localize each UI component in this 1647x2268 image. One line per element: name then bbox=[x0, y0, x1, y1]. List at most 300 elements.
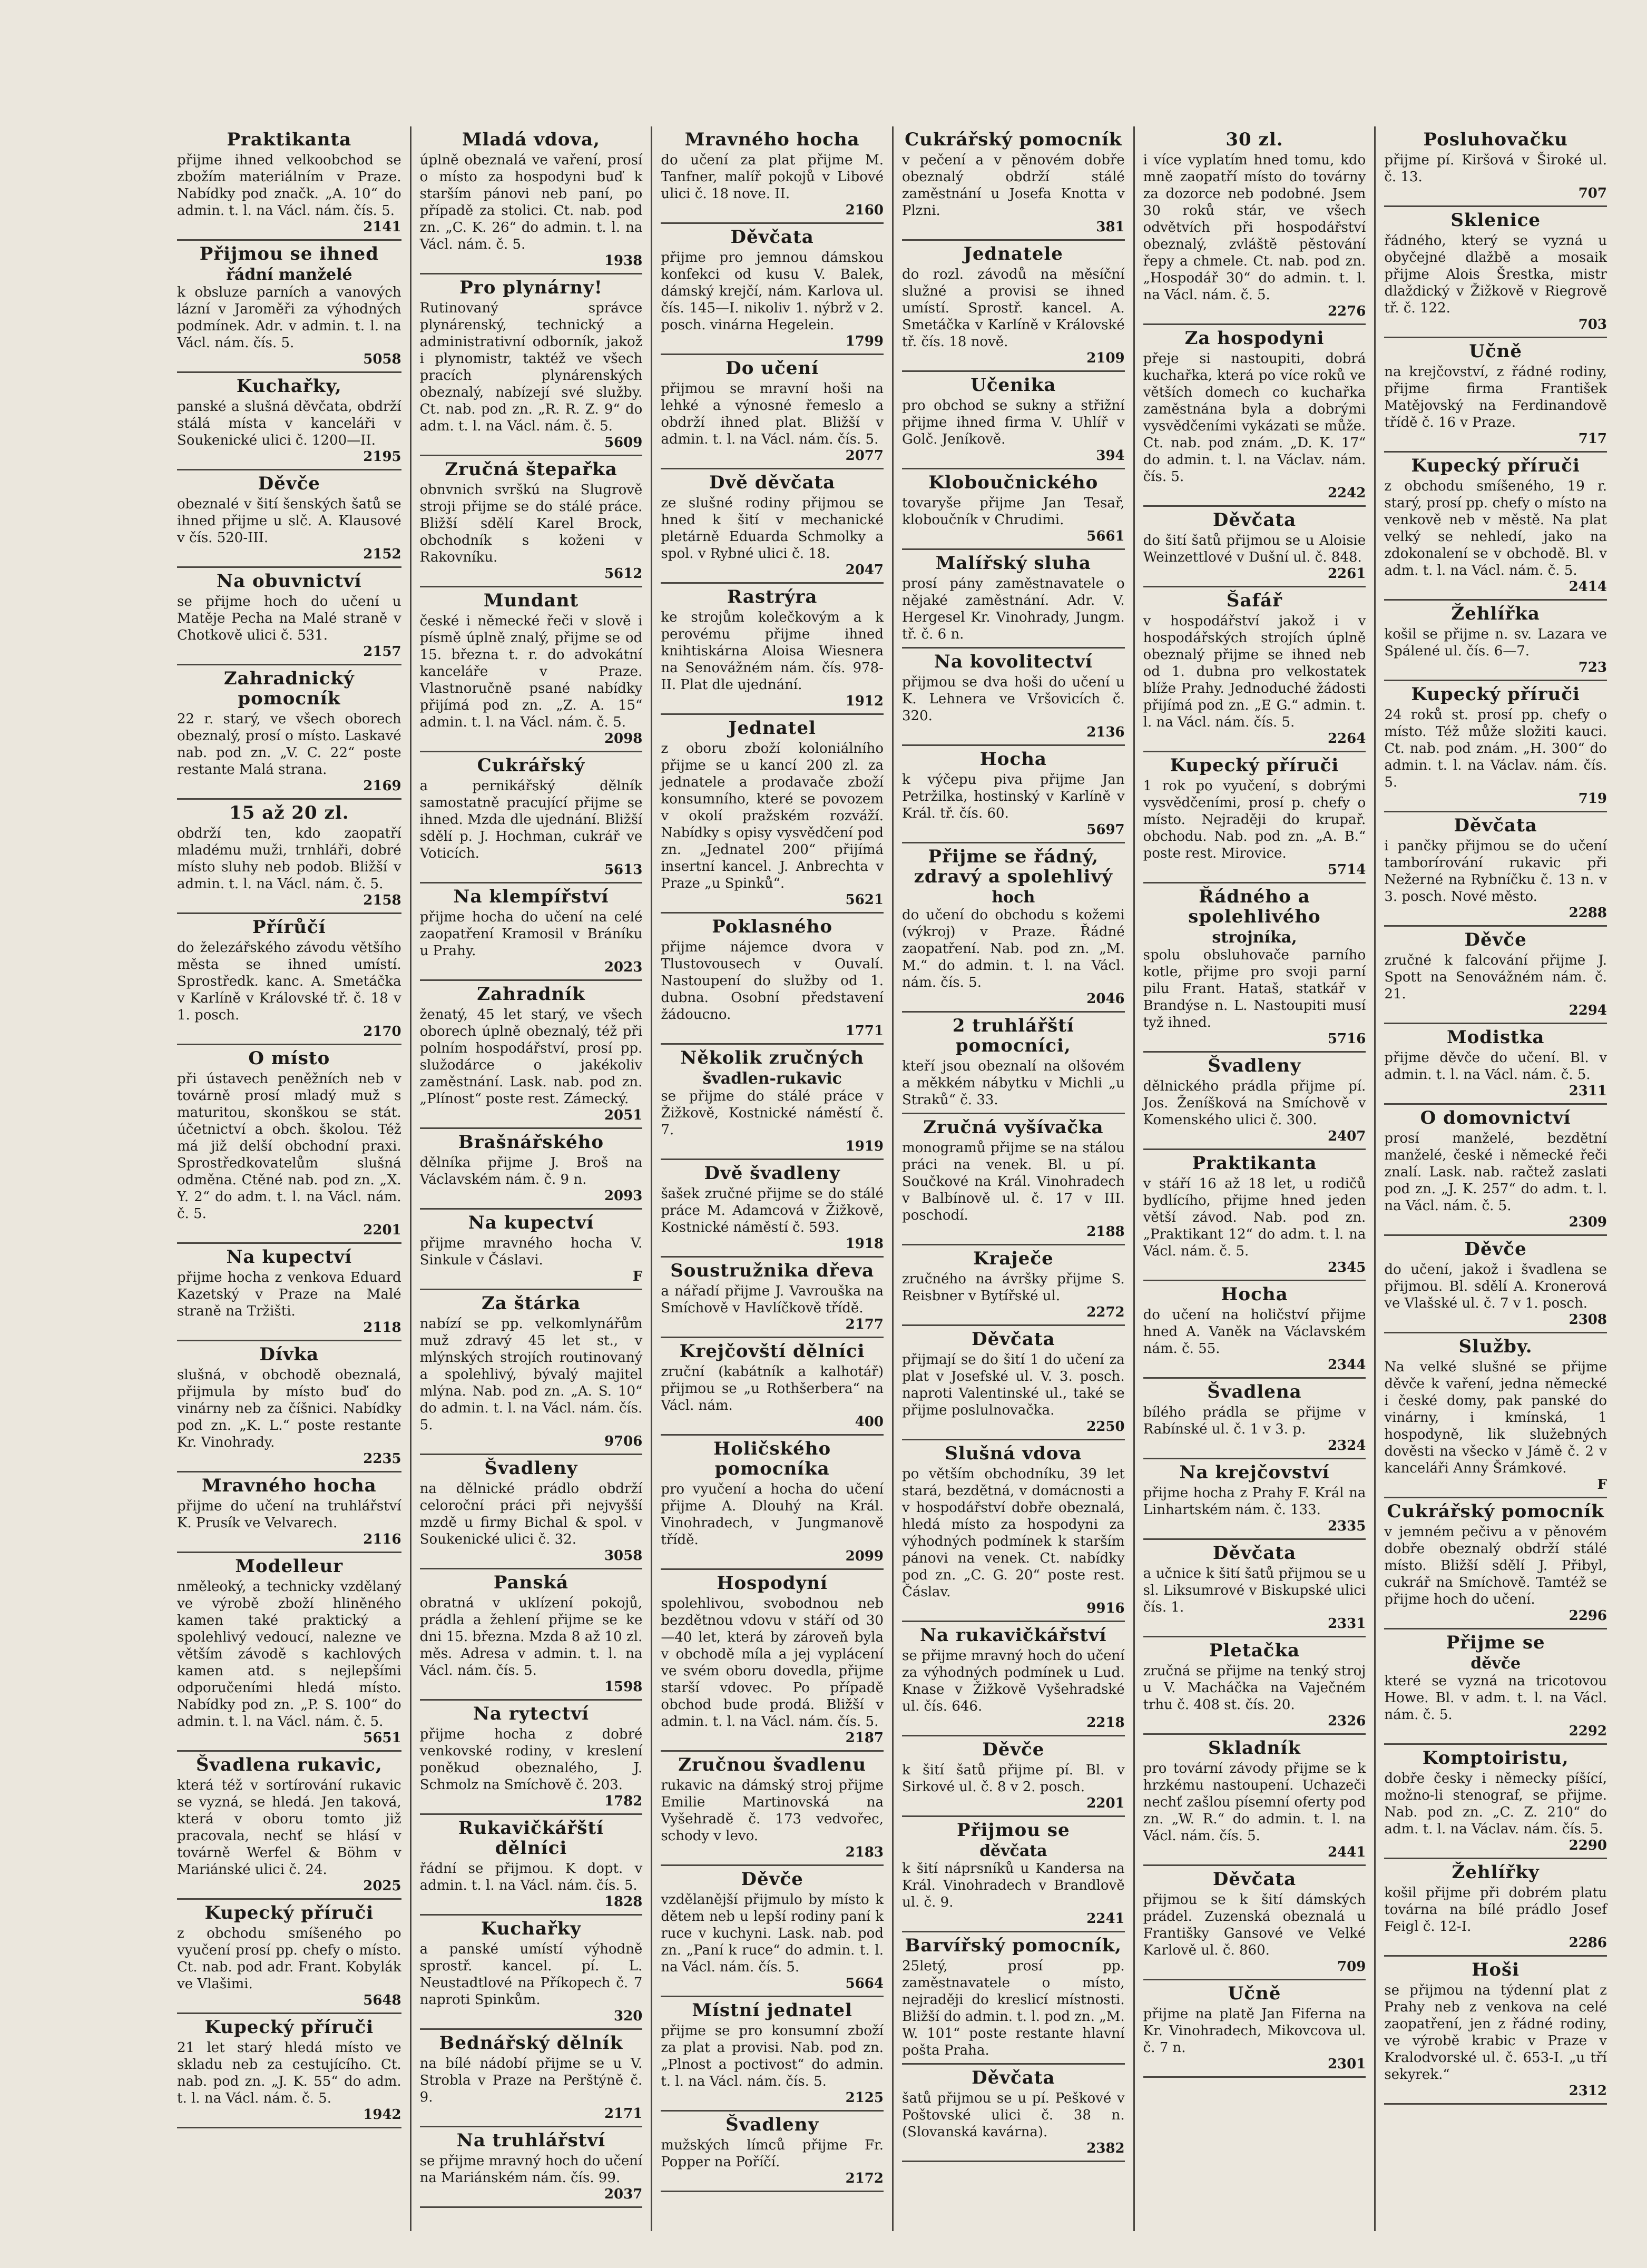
ad-reference-number: 320 bbox=[614, 2008, 643, 2024]
classified-ad bbox=[661, 1866, 884, 1997]
ad-headline: Na truhlářství bbox=[456, 2130, 606, 2151]
ad-body-text: do rozl. závodů na měsíční služné a provisi se ihned umístí. Sprostř. kancel. A. Smetáčka v Karlíně v Královské tř. čís. 18 nově. bbox=[901, 267, 1125, 350]
classified-ad bbox=[1384, 1957, 1607, 2105]
ad-reference-number: 5716 bbox=[1327, 1031, 1366, 1047]
ad-headline: Na obuvnictví bbox=[217, 571, 362, 592]
ad-body-text: do učení, jakož i švadlena se přijmou. Bl. sdělí A. Kronerová ve Vlašské ul. č. 7 v 1. posch. bbox=[1384, 1262, 1607, 1311]
ad-reference-number: 2242 bbox=[1327, 485, 1366, 501]
ad-body-text: ženatý, 45 let starý, ve všech oborech úplně obeznalý, též při polním hospodářství, prosí pp. služodárce o jakékoliv zaměstnání. Lask. nab. pod zn. „Plínost“ poste rest. Zámecký. bbox=[419, 1007, 643, 1107]
ad-headline: Na rukavičkářství bbox=[920, 1625, 1107, 1646]
ad-body-text: 25letý, prosí pp. zaměstnavatele o místo, nejraději do kreslicí místnosti. Bližší do admin. t. l. pod zn. „M. W. 101“ poste restante hlavní pošta Praha. bbox=[901, 1958, 1125, 2058]
classified-ad bbox=[420, 1290, 643, 1455]
classified-ad bbox=[420, 1129, 643, 1210]
classified-ad bbox=[661, 1160, 884, 1258]
ad-subheadline: švadlen-rukavic bbox=[702, 1069, 842, 1088]
ad-body-text: obnvnich svrškú na Slugrově stroji přijme se do stálé práce. Bližší sdělí Karel Brock, obchodník s koženi v Rakovníku. bbox=[419, 482, 643, 565]
ad-headline: Kraječe bbox=[973, 1248, 1054, 1269]
classified-ad bbox=[902, 1440, 1125, 1622]
ad-body-text: pro tovární závody přijme se k hrzkému nastoupení. Uchazeči nechť zašlou písemní oferty pod zn. „W. R.“ do admin. t. l. na Václ. nám. čís. 5. bbox=[1143, 1761, 1366, 1844]
classified-ad bbox=[661, 1045, 884, 1160]
classified-ad bbox=[1384, 812, 1607, 927]
ad-reference-number: 2141 bbox=[363, 219, 401, 235]
ad-headline: Švadleny bbox=[484, 1458, 578, 1479]
ad-body-text: pro obchod se sukny a střižní přijme ihned firma V. Uhlíř v Golč. Jeníkově. bbox=[901, 398, 1125, 447]
ad-body-text: se přijmou na týdenní plat z Prahy neb z venkova na celé zaopatření, jen z řádné rodiny, ve výrobě krabic v Praze v Kralodvorské ul. č. 653-I. „u tří sekyrek.“ bbox=[1384, 1982, 1607, 2083]
ad-headline: Dvě děvčata bbox=[709, 472, 836, 493]
classified-ad bbox=[177, 470, 401, 568]
ad-headline: Dívka bbox=[259, 1344, 319, 1365]
ad-column-1 bbox=[169, 126, 410, 2231]
ad-headline: Rukavičkářští dělníci bbox=[458, 1818, 604, 1859]
ad-body-text: prosí pány zaměstnavatele o nějaké zaměstnání. Adr. V. Hergesel Kr. Vinohrady, Jungm. tř. č. 6 n. bbox=[901, 576, 1125, 642]
ad-headline: Pro plynárny! bbox=[459, 277, 603, 298]
ad-reference-number: 2098 bbox=[604, 731, 643, 747]
ad-headline: Do učení bbox=[726, 358, 819, 379]
ad-reference-number: 2047 bbox=[845, 562, 884, 578]
ad-reference-number: 2183 bbox=[845, 1844, 884, 1860]
ad-reference-number: 9706 bbox=[604, 1434, 643, 1449]
ad-headline: Děvče bbox=[982, 1739, 1045, 1760]
classified-ad bbox=[1143, 126, 1366, 325]
classified-ad bbox=[661, 1338, 884, 1436]
ad-reference-number: 1782 bbox=[604, 1793, 643, 1809]
ad-body-text: a panské umístí výhodně sprostř. kancel. pí. L. Neustadtlové na Příkopech č. 7 naproti Spinkům. bbox=[419, 1941, 643, 2008]
ad-reference-number: 2201 bbox=[1086, 1795, 1125, 1811]
ad-column-3 bbox=[651, 126, 892, 2231]
ad-headline: Hocha bbox=[979, 749, 1047, 770]
ad-headline: Několik zručných bbox=[680, 1047, 865, 1068]
classified-ad bbox=[1384, 927, 1607, 1024]
ad-reference-number: 2158 bbox=[363, 892, 401, 908]
ad-reference-number: 2099 bbox=[845, 1548, 884, 1564]
classified-ad bbox=[1384, 126, 1607, 207]
ad-headline: Brašnářského bbox=[458, 1132, 604, 1153]
ad-headline: Přijme se bbox=[1446, 1632, 1545, 1653]
ad-headline: O místo bbox=[248, 1048, 330, 1069]
ad-headline: Děvčata bbox=[730, 227, 814, 248]
classified-ad bbox=[177, 2014, 401, 2128]
ad-headline: Kloboučnického bbox=[928, 472, 1099, 493]
ad-reference-number: 1912 bbox=[845, 693, 884, 709]
classified-ad bbox=[1384, 1859, 1607, 1957]
classified-ad bbox=[902, 1817, 1125, 1932]
ad-body-text: obratná v uklízení pokojů, prádla a žehlení přijme se ke dni 15. března. Mzda 8 až 10 zl. měs. Adresa v admin. t. l. na Václ. nám. čís. 5. bbox=[419, 1595, 643, 1678]
classified-ad bbox=[1143, 587, 1366, 752]
ad-reference-number: 2195 bbox=[363, 449, 401, 465]
ad-reference-number: 2309 bbox=[1568, 1214, 1607, 1230]
ad-body-text: 21 let starý hledá místo ve skladu neb za cestujícího. Ct. nab. pod zn. „J. K. 55“ do adm. t. l. na Václ. nám. č. 5. bbox=[177, 2040, 401, 2106]
ad-reference-number: 1919 bbox=[845, 1138, 884, 1154]
classified-ad bbox=[1143, 507, 1366, 587]
classified-ad bbox=[1143, 883, 1366, 1053]
classified-ad bbox=[902, 469, 1125, 550]
classified-ad bbox=[420, 1815, 643, 1916]
ad-reference-number: 2152 bbox=[363, 546, 401, 562]
ad-headline: Děvčata bbox=[1212, 1543, 1297, 1564]
classified-ad bbox=[902, 1326, 1125, 1440]
ad-headline: Děvčata bbox=[1454, 815, 1537, 836]
classified-ad bbox=[661, 584, 884, 715]
ad-headline: Modelleur bbox=[235, 1556, 344, 1577]
classified-ad bbox=[661, 1997, 884, 2112]
classified-ad bbox=[902, 1245, 1125, 1326]
ad-body-text: přijme se pro konsumní zboží za plat a provisi. Nab. pod zn. „Plnost a poctivost“ do admin. t. l. na Václ. nám. čís. 5. bbox=[661, 2023, 884, 2089]
classified-ad bbox=[1143, 1281, 1366, 1379]
ad-reference-number: 2407 bbox=[1327, 1128, 1366, 1144]
ad-body-text: bílého prádla se přijme v Rabínské ul. č. 1 v 3. p. bbox=[1143, 1405, 1366, 1437]
ad-body-text: panské a slušná děvčata, obdrží stálá místa v kanceláři v Soukenické ulici č. 1200—II. bbox=[177, 399, 401, 448]
ad-reference-number: 2414 bbox=[1568, 579, 1607, 595]
ad-reference-number: 1771 bbox=[845, 1023, 884, 1039]
classified-ad bbox=[420, 1455, 643, 1569]
ad-reference-number: 2037 bbox=[604, 2186, 643, 2202]
ad-body-text: do šití šatů přijmou se u Aloisie Weinzettlové v Dušní ul. č. 848. bbox=[1143, 533, 1366, 565]
ad-body-text: přijme pro jemnou dámskou konfekci od kusu V. Balek, dámský krejčí, nám. Karlova ul. čís. 145—I. nikoliv 1. nýbrž v 2. posch. vinárna Hegelein. bbox=[661, 250, 884, 333]
ad-reference-number: 1942 bbox=[363, 2107, 401, 2123]
classified-ad bbox=[1143, 1379, 1366, 1459]
ad-reference-number: 2288 bbox=[1568, 905, 1607, 921]
ad-headline: Na rytectví bbox=[473, 1703, 589, 1724]
classified-ad bbox=[1143, 1053, 1366, 1150]
ad-headline: Cukrářský pomocník bbox=[1387, 1501, 1604, 1522]
ad-body-text: se přijme mravný hoch do učení za výhodných podmínek u Lud. Knase v Žižkově Vyšehradské ul. čís. 646. bbox=[901, 1648, 1125, 1714]
ad-reference-number: 2294 bbox=[1568, 1003, 1607, 1018]
ad-headline: Zručná štepařka bbox=[445, 459, 617, 480]
ad-body-text: zručného na ávršky přijme S. Reisbner v Bytířské ul. bbox=[901, 1271, 1125, 1304]
classified-ad bbox=[177, 126, 401, 241]
ad-body-text: mužských límců přijme Fr. Popper na Poříčí. bbox=[661, 2137, 884, 2170]
ad-body-text: přijme hocha do učení na celé zaopatření Kramosil v Bráníku u Prahy. bbox=[419, 909, 643, 959]
ad-body-text: při ústavech peněžních neb v továrně prosí mladý muž s maturitou, skonškou se stát. účetnictví a obch. školou. Též má již delší obchodní praxi. Sprostředkovatelům slušná odměna. Ctěné nab. pod zn. „X. Y. 2“ do adm. t. l. na Václ. nám. č. 5. bbox=[177, 1071, 401, 1222]
classified-ad bbox=[902, 746, 1125, 843]
ad-headline: Švadleny bbox=[1208, 1055, 1301, 1076]
ad-headline: O domovnictví bbox=[1420, 1107, 1571, 1128]
ad-headline: Soustružnika dřeva bbox=[670, 1260, 875, 1281]
ad-headline: Hoši bbox=[1472, 1959, 1520, 1980]
ad-body-text: dělníka přijme J. Broš na Václavském nám. č. 9 n. bbox=[419, 1155, 643, 1187]
classified-ad bbox=[420, 1701, 643, 1815]
ad-reference-number: 2116 bbox=[363, 1531, 401, 1547]
ad-reference-number: 3058 bbox=[604, 1548, 643, 1564]
ad-body-text: zruční (kabátník a kalhotář) přijmou se „u Rothšerbera“ na Václ. nám. bbox=[661, 1364, 884, 1413]
ad-headline: Praktikanta bbox=[1192, 1153, 1317, 1174]
ad-body-text: po větším obchodníku, 39 let stará, bezdětná, v domácnosti a v hospodářství dobře obeznalá, hledá místo za hospodyni za výhodných podmínek k starším pánovi na venek. Ct. nabídky pod zn. „C. G. 20“ poste rest. Čáslav. bbox=[901, 1466, 1125, 1600]
ad-body-text: 1 rok po vyučení, s dobrými vysvědčeními, prosí p. chefy o místo. Nejraději do krupař. obchodu. Nab. pod zn. „A. B.“ poste rest. Mirovice. bbox=[1143, 778, 1366, 861]
ad-headline: Švadlena bbox=[1207, 1381, 1302, 1402]
classified-ad bbox=[902, 1013, 1125, 1114]
classified-ad bbox=[420, 126, 643, 274]
ad-body-text: do železářského závodu většího města se ihned umístí. Sprostředk. kanc. A. Smetáčka v Karlíně v Královské tř. č. 18 v 1. posch. bbox=[177, 940, 401, 1023]
ad-headline: Kuchařky, bbox=[236, 376, 342, 397]
ad-reference-number: 5661 bbox=[1086, 528, 1125, 544]
ad-reference-number: 2051 bbox=[604, 1107, 643, 1123]
ad-body-text: dělnického prádla přijme pí. Jos. Ženíšková na Smíchově v Komenského ulici č. 300. bbox=[1143, 1078, 1366, 1128]
ad-body-text: která též v sortírování rukavic se vyzná, se hledá. Jen taková, která v oboru tomto již pracovala, nechť se hlásí v továrně Werfel & Böhm v Mariánské ulici č. 24. bbox=[177, 1778, 401, 1878]
ad-reference-number: 1938 bbox=[604, 253, 643, 269]
ad-headline: Na kupectví bbox=[226, 1246, 352, 1268]
ad-body-text: spolehlivou, svobodnou neb bezdětnou vdovu v stáří od 30—40 let, která by zároveň byla v obchodě míla a jej vyplácení ve svém oboru dovedla, přijme starší vdovec. Po případě obchod bude prodá. Bližší v admin. t. l. na Václ. nám. čís. 5. bbox=[661, 1596, 884, 1730]
ad-body-text: ze slušné rodiny přijmou se hned k šití v mechanické pletárně Eduarda Schmolky a spol. v Rybné ulici č. 18. bbox=[661, 495, 884, 562]
classified-ad bbox=[661, 715, 884, 914]
ad-reference-number: 2170 bbox=[363, 1024, 401, 1039]
ad-reference-number: 1918 bbox=[845, 1236, 884, 1252]
ad-headline: Kupecký příruči bbox=[1411, 684, 1580, 705]
classified-ad bbox=[1384, 1333, 1607, 1498]
ad-reference-number: 2345 bbox=[1327, 1260, 1366, 1275]
classified-ad bbox=[1384, 453, 1607, 601]
ad-body-text: řádní se přijmou. K dopt. v admin. t. l. na Václ. nám. čís. 5. bbox=[419, 1861, 643, 1893]
ad-headline: Pletačka bbox=[1209, 1640, 1300, 1661]
ad-reference-number: 2312 bbox=[1568, 2083, 1607, 2099]
ad-reference-number: 381 bbox=[1096, 219, 1125, 235]
ad-reference-number: 5621 bbox=[845, 892, 884, 908]
ad-reference-number: 2292 bbox=[1568, 1723, 1607, 1739]
ad-body-text: obeznalé v šití šenských šatů se ihned přijme u slč. A. Klausové v čís. 520-III. bbox=[177, 496, 401, 546]
ad-headline: Mundant bbox=[483, 590, 579, 611]
ad-body-text: rukavic na dámský stroj přijme Emilie Martinovská na Vyšehradě č. 173 vedvořec, schody v levo. bbox=[661, 1778, 884, 1844]
ad-body-text: přijme hocha z Prahy F. Král na Linhartském nám. č. 133. bbox=[1143, 1485, 1366, 1518]
classified-ad bbox=[177, 1553, 401, 1752]
ad-headline: Zručnou švadlenu bbox=[678, 1754, 867, 1775]
ad-reference-number: 2093 bbox=[604, 1188, 643, 1204]
ad-headline: Přírůčí bbox=[252, 917, 326, 938]
ad-body-text: na dělnické prádlo obdrží celoroční práci při nejvyšší mzdě u firmy Bichal & spol. v Soukenické ulici č. 32. bbox=[419, 1481, 643, 1547]
ad-headline: Přijmou se bbox=[956, 1820, 1070, 1841]
classified-ad bbox=[1384, 207, 1607, 338]
ad-reference-number: 5651 bbox=[363, 1730, 401, 1746]
ad-headline: Cukrářský bbox=[477, 755, 585, 776]
ad-body-text: přijme hocha z venkova Eduard Kazetský v Praze na Malé straně na Tržišti. bbox=[177, 1270, 401, 1319]
classified-ad bbox=[1143, 1540, 1366, 1637]
classified-ad bbox=[661, 224, 884, 355]
ad-subheadline: děvče bbox=[1470, 1654, 1521, 1673]
ad-reference-number: 2023 bbox=[604, 959, 643, 975]
ad-body-text: které se vyzná na tricotovou Howe. Bl. v adm. t. l. na Václ. nám. č. 5. bbox=[1384, 1673, 1607, 1723]
ad-reference-number: 717 bbox=[1578, 431, 1607, 447]
classified-ad bbox=[177, 1472, 401, 1553]
ad-headline: Mravného hocha bbox=[201, 1475, 377, 1496]
classified-ad bbox=[420, 274, 643, 456]
ad-headline: Kupecký příruči bbox=[1411, 455, 1580, 476]
ad-body-text: obdrží ten, kdo zaopatří mladému muži, trnhláři, dobré místo sluhy neb podob. Bližší v admin. t. l. na Václ. nám. č. 5. bbox=[177, 826, 401, 892]
ad-body-text: monogramů přijme se na stálou práci na venek. Bl. u pí. Součkové na Král. Vinohradech v Balbínově ul. č. 17 v III. poschodí. bbox=[901, 1140, 1125, 1223]
classified-ad bbox=[1384, 1498, 1607, 1629]
ad-body-text: přijme děvče do učení. Bl. v admin. t. l. na Václ. nám. č. 5. bbox=[1384, 1050, 1607, 1083]
classified-ad bbox=[420, 752, 643, 883]
ad-reference-number: 2201 bbox=[363, 1222, 401, 1238]
classified-ad bbox=[902, 126, 1125, 241]
ad-headline: Dvě švadleny bbox=[704, 1163, 840, 1184]
ad-body-text: v stáří 16 až 18 let, u rodičů bydlícího, přijme hned jeden větší závod. Nab. pod zn. „Praktikant 12“ do adm. t. l. na Václ. nám. č. 5. bbox=[1143, 1176, 1366, 1259]
classified-ad bbox=[902, 1114, 1125, 1245]
ad-headline: Děvčata bbox=[972, 2067, 1055, 2088]
ad-headline: Švadlena rukavic, bbox=[195, 1754, 383, 1775]
ad-headline: Bednářský dělník bbox=[439, 2033, 623, 2054]
classified-ad bbox=[1384, 1745, 1607, 1859]
ad-column-6 bbox=[1374, 126, 1615, 2231]
classified-ad bbox=[1384, 338, 1607, 453]
ad-reference-number: F bbox=[632, 1269, 643, 1284]
classified-ad bbox=[177, 914, 401, 1045]
ad-reference-number: 2109 bbox=[1086, 350, 1125, 366]
ad-headline: Děvčata bbox=[1212, 1869, 1297, 1890]
ad-reference-number: 2276 bbox=[1327, 303, 1366, 319]
ad-body-text: nměleoký, a technicky vzdělaný ve výrobě zboží hliněného kamen také praktický a spolehlivý vedoucí, nalezne ve větším závodě s kachlových kamen atd. s nejlepšími odporučeními hledá místo. Nabídky pod zn. „P. S. 100“ do admin. t. l. na Václ. nám. č. 5. bbox=[177, 1579, 401, 1730]
classified-ad bbox=[177, 800, 401, 914]
ad-body-text: 22 r. starý, ve všech oborech obeznalý, prosí o místo. Laskavé nab. pod zn. „V. C. 22“ poste restante Malá strana. bbox=[177, 711, 401, 778]
classified-ad bbox=[661, 355, 884, 469]
ad-reference-number: 2264 bbox=[1327, 731, 1366, 747]
ad-body-text: se přijme do stálé práce v Žižkově, Kostnické náměstí č. 7. bbox=[661, 1088, 884, 1138]
ad-reference-number: 709 bbox=[1337, 1959, 1366, 1975]
ad-reference-number: 2241 bbox=[1086, 1911, 1125, 1927]
classified-ad bbox=[661, 1258, 884, 1338]
classified-ad bbox=[177, 373, 401, 470]
ad-body-text: přijmou se dva hoši do učení u K. Lehnera ve Vršovicích č. 320. bbox=[901, 674, 1125, 724]
ad-column-2 bbox=[410, 126, 651, 2231]
classified-ad bbox=[420, 1210, 643, 1290]
classified-ad bbox=[661, 1752, 884, 1866]
ad-body-text: přijme mravného hocha V. Sinkule v Čáslavi. bbox=[419, 1235, 643, 1268]
classified-ad bbox=[177, 1244, 401, 1341]
ad-body-text: v jemném pečivu a v pěnovém dobře obeznalý obdrží stálé místo. Bližší sdělí J. Přibyl, cukrář na Smíchově. Tamtéž se přijme hoch do učení. bbox=[1384, 1524, 1607, 1607]
classified-ad bbox=[661, 126, 884, 224]
ad-body-text: košil se přijme n. sv. Lazara ve Spálené ul. čís. 6—7. bbox=[1384, 626, 1607, 659]
ad-reference-number: 2187 bbox=[845, 1730, 884, 1746]
ad-body-text: prosí manželé, bezdětní manželé, české i německé řeči znalí. Lask. nab. račtež zaslati pod zn. „J. K. 257“ do adm. t. l. na Václ. nám. č. 5. bbox=[1384, 1131, 1607, 1214]
ad-reference-number: 2235 bbox=[363, 1451, 401, 1467]
ad-headline: Jednatele bbox=[963, 243, 1063, 264]
ad-body-text: k šití náprsníků u Kandersa na Král. Vinohradech v Brandlově ul. č. 9. bbox=[901, 1861, 1125, 1910]
classified-ad bbox=[177, 1341, 401, 1472]
classified-ad bbox=[420, 2030, 643, 2127]
ad-reference-number: 2169 bbox=[363, 778, 401, 794]
classified-ad bbox=[177, 1752, 401, 1900]
ad-body-text: tovaryše přijme Jan Tesař, kloboučník v Chrudimi. bbox=[901, 495, 1125, 528]
ad-headline: Děvče bbox=[1464, 929, 1527, 950]
classified-ad bbox=[1384, 1024, 1607, 1105]
ad-reference-number: 2077 bbox=[845, 448, 884, 464]
classified-ad bbox=[177, 1900, 401, 2014]
ad-body-text: a nářadí přijme J. Vavrouška na Smíchově v Havlíčkově třídě. bbox=[661, 1283, 884, 1316]
classified-ad bbox=[661, 469, 884, 584]
ad-headline: Panská bbox=[493, 1572, 569, 1593]
classified-ad bbox=[420, 883, 643, 981]
ad-body-text: vzdělanější přijmulo by místo k dětem neb u lepší rodiny paní k ruce v kuchyni. Lask. nab. pod zn. „Paní k ruce“ do admin. t. l. na Václ. nám. čís. 5. bbox=[661, 1892, 884, 1975]
ad-headline: Místní jednatel bbox=[692, 2000, 852, 2021]
ad-headline: Přijmou se ihned bbox=[199, 243, 379, 264]
ad-headline: Kuchařky bbox=[481, 1918, 582, 1939]
ad-headline: Skladník bbox=[1208, 1737, 1301, 1759]
ad-reference-number: 2172 bbox=[845, 2171, 884, 2186]
ad-reference-number: 5058 bbox=[363, 351, 401, 367]
ad-body-text: šašek zručné přijme se do stálé práce M. Adamcová v Žižkově, Kostnické náměstí č. 593. bbox=[661, 1186, 884, 1235]
classified-ad bbox=[661, 1570, 884, 1752]
ad-headline: Děvčata bbox=[1212, 509, 1297, 531]
ad-headline: Zahradník bbox=[477, 984, 585, 1005]
ad-body-text: přijmou se mravní hoši na lehké a výnosné řemeslo a obdrží ihned plat. Bližší v admin. t. l. na Václ. nám. čís. 5. bbox=[661, 381, 884, 447]
ad-headline: Za hospodyni bbox=[1184, 328, 1325, 349]
ad-body-text: české i německé řeči v slově i písmě úplně znalý, přijme se od 15. března t. r. do advokátní kanceláře v Praze. Vlastnoručně psané nabídky přijímá pod zn. „Z. A. 15“ admin. t. l. na Václ. nám. č. 5. bbox=[419, 613, 643, 730]
ad-body-text: do učení za plat přijme M. Tanfner, malíř pokojů v Libové ulici č. 18 nove. II. bbox=[661, 152, 884, 202]
ad-headline: Cukrářský pomocník bbox=[905, 129, 1122, 150]
ad-body-text: a pernikářský dělník samostatně pracující přijme se ihned. Mzda dle ujednání. Bližší sdělí p. J. Hochman, cukrář ve Voticích. bbox=[419, 778, 643, 861]
ad-reference-number: 2250 bbox=[1086, 1419, 1125, 1435]
ad-reference-number: 2301 bbox=[1327, 2056, 1366, 2072]
ad-body-text: a učnice k šití šatů přijmou se u sl. Liksumrové v Biskupské ulici čís. 1. bbox=[1143, 1566, 1366, 1615]
ad-reference-number: 9916 bbox=[1086, 1601, 1125, 1616]
ad-body-text: ke strojům kolečkovým a k perovému přijme ihned knihtiskárna Aloisa Wiesnera na Senovážném nám. čís. 978-II. Plat dle ujednání. bbox=[661, 610, 884, 693]
ad-reference-number: 2311 bbox=[1568, 1083, 1607, 1099]
ad-column-5 bbox=[1133, 126, 1375, 2231]
ad-body-text: pro vyučení a hocha do učení přijme A. Dlouhý na Král. Vinohradech, v Jungmanově třídě. bbox=[661, 1481, 884, 1548]
ad-headline: Rastrýra bbox=[727, 586, 818, 607]
ad-reference-number: 2441 bbox=[1327, 1844, 1366, 1860]
ad-body-text: přijme na platě Jan Fiferna na Kr. Vinohradech, Mikovcova ul. č. 7 n. bbox=[1143, 2006, 1366, 2056]
ad-body-text: k obsluze parních a vanových lázní v Jaroměři za výhodných podmínek. Adr. v admin. t. l. na Václ. nám. čís. 5. bbox=[177, 284, 401, 351]
ad-body-text: do učení do obchodu s kožemi (výkroj) v Praze. Řádné zaopatření. Nab. pod zn. „M. M.“ do admin. t. l. na Václ. nám. čís. 5. bbox=[901, 907, 1125, 990]
ad-reference-number: 5609 bbox=[604, 435, 643, 450]
ad-reference-number: 2286 bbox=[1568, 1935, 1607, 1951]
ad-reference-number: 2331 bbox=[1327, 1616, 1366, 1632]
ad-reference-number: 703 bbox=[1578, 317, 1607, 332]
ad-body-text: dobře česky i německy píšící, možno-li stenograf, se přijme. Nab. pod zn. „C. Z. 210“ do adm. t. l. na Václav. nám. čís. 5. bbox=[1384, 1771, 1607, 1837]
ad-reference-number: 1828 bbox=[604, 1894, 643, 1910]
classified-ad bbox=[1143, 1866, 1366, 1980]
classified-ad bbox=[1384, 1105, 1607, 1236]
ad-reference-number: 2188 bbox=[1086, 1224, 1125, 1240]
ad-headline: Posluhovačku bbox=[1423, 129, 1568, 150]
ad-headline: Kupecký příruči bbox=[204, 1902, 374, 1923]
ad-headline: Hocha bbox=[1221, 1284, 1288, 1305]
ad-reference-number: 2046 bbox=[1086, 991, 1125, 1007]
ad-headline: Mladá vdova, bbox=[462, 129, 601, 150]
classified-ad bbox=[420, 1916, 643, 2030]
ad-body-text: i pančky přijmou se do učení tamborírování rukavic při Nežerné na Rybníčku č. 13 n. v 3. posch. Nové město. bbox=[1384, 838, 1607, 905]
ad-headline: Na kovolitectví bbox=[934, 651, 1093, 672]
ad-reference-number: 2177 bbox=[845, 1317, 884, 1332]
ad-reference-number: 5612 bbox=[604, 566, 643, 582]
ad-reference-number: 707 bbox=[1578, 185, 1607, 201]
ad-body-text: spolu obsluhovače parního kotle, přijme pro svoji parní pilu Frant. Hataš, statkář v Brandýse n. L. Nastoupiti musí tyž ihned. bbox=[1143, 947, 1366, 1030]
ad-headline: Děvče bbox=[741, 1869, 803, 1890]
classified-ad bbox=[177, 568, 401, 665]
ad-body-text: do učení na holičství přijme hned A. Vaněk na Václavském nám. č. 55. bbox=[1143, 1307, 1366, 1357]
ad-body-text: zručné k falcování přijme J. Spott na Senovážném nám. č. 21. bbox=[1384, 953, 1607, 1002]
classified-ad bbox=[902, 649, 1125, 746]
ad-reference-number: F bbox=[1597, 1477, 1607, 1493]
ad-reference-number: 2344 bbox=[1327, 1357, 1366, 1373]
ad-body-text: šatů přijmou se u pí. Peškové v Poštovské ulici č. 38 n. (Slovanská kavárna). bbox=[901, 2090, 1125, 2140]
ad-reference-number: 2324 bbox=[1327, 1438, 1366, 1454]
classified-ad bbox=[902, 550, 1125, 649]
ad-body-text: se přijme mravný hoch do učení na Mariánském nám. čís. 99. bbox=[419, 2153, 643, 2186]
ad-headline: Děvče bbox=[1464, 1239, 1527, 1260]
classified-ad bbox=[661, 1436, 884, 1570]
ad-headline: Krejčovští dělníci bbox=[679, 1341, 865, 1362]
ad-reference-number: 2290 bbox=[1568, 1838, 1607, 1853]
ad-headline: Komptoiristu, bbox=[1422, 1747, 1569, 1769]
ad-body-text: řádného, který se vyzná u obyčejné dlažbě a mosaik přijme Alois Šrestka, mistr dlaždický v Žižkově v Riegrově tř. č. 122. bbox=[1384, 233, 1607, 316]
ad-headline: Učenika bbox=[970, 375, 1056, 396]
ad-reference-number: 723 bbox=[1578, 660, 1607, 675]
ad-headline: Učně bbox=[1469, 341, 1523, 362]
ad-reference-number: 2272 bbox=[1086, 1304, 1125, 1320]
ad-subheadline: děvčata bbox=[979, 1842, 1047, 1860]
classified-ad bbox=[902, 843, 1125, 1013]
classified-ad bbox=[420, 587, 643, 752]
ad-reference-number: 394 bbox=[1096, 448, 1125, 464]
